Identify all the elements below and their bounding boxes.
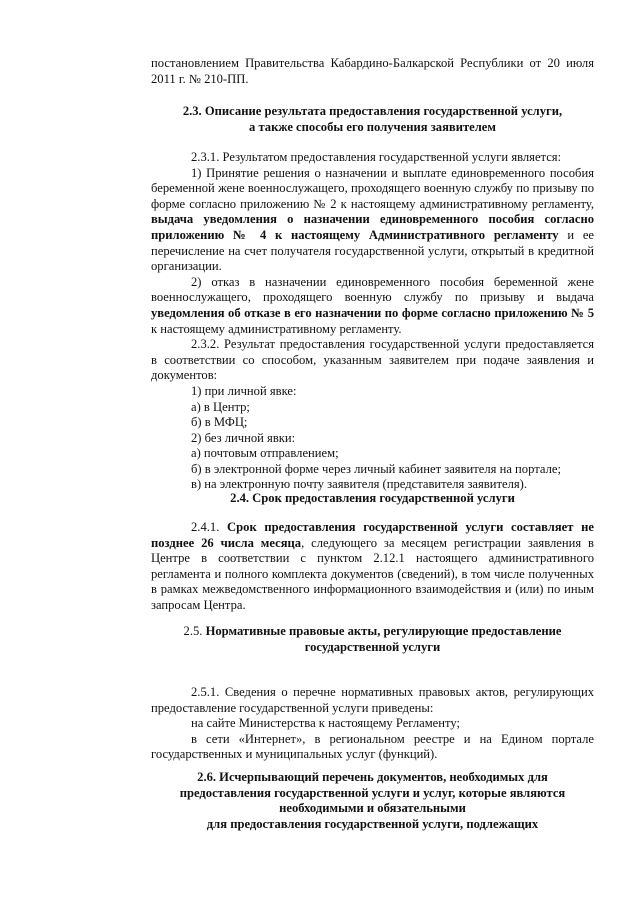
paragraph-result-1	[151, 166, 594, 275]
section-2-6-heading-line-1: 2.6. Исчерпывающий перечень документов, необходимых для	[197, 770, 548, 784]
section-2-6-heading	[151, 770, 594, 832]
section-2-6-heading-line-4: для предоставления государственной услуги, подлежащих	[206, 816, 539, 831]
paragraph-result-2	[151, 275, 594, 337]
list-item: 2) без личной явки:	[191, 430, 296, 445]
paragraph-2-3-2: 2.3.2. Результат предоставления государственной услуги предоставляется в соответствии со способом, указанным заявителем при подаче заявления и документов:	[151, 337, 594, 383]
list-item: а) почтовым отправлением;	[191, 446, 339, 461]
result-2-text-a: 2) отказ в назначении единовременного пособия беременной жене военнослужащего, проходящего военную службу по призыву и выдача	[151, 274, 594, 305]
section-2-4-heading: 2.4. Срок предоставления государственной услуги	[230, 491, 515, 505]
list-item: б) в МФЦ;	[191, 415, 248, 430]
section-2-6-heading-line-3: необходимыми и обязательными	[279, 801, 466, 816]
section-2-3-heading-line-1: 2.3. Описание результата предоставления государственной услуги,	[182, 104, 563, 118]
paragraph-ministry-site: на сайте Министерства к настоящему Регламенту;	[191, 716, 460, 731]
list-item: б) в электронной форме через личный кабинет заявителя на портале;	[191, 461, 561, 476]
paragraph-2-5-1: 2.5.1. Сведения о перечне нормативных правовых актов, регулирующих предоставление государственной услуги приведены:	[151, 685, 594, 715]
result-1-text-bold: выдача уведомления о назначении единовременного пособия согласно приложению № 4 к настоящему Административного регламенту	[151, 212, 594, 242]
paragraph-2-4-1-bold: Срок предоставления государственной услуги составляет не позднее 26 числа месяца	[151, 520, 594, 550]
section-2-5-heading-line-2: государственной услуги	[304, 639, 441, 654]
result-2-text-bold: уведомления об отказе в его назначении по форме согласно приложению № 5	[151, 305, 594, 320]
intro-line-1: постановлением Правительства Кабардино-Балкарской Республики от 20 июля	[151, 56, 594, 70]
list-item: а) в Центр;	[191, 399, 250, 414]
section-2-3-heading-line-2: а также способы его получения заявителем	[249, 119, 496, 134]
paragraph-2-4-1-number: 2.4.1.	[191, 520, 228, 534]
list-item: 1) при личной явке:	[191, 383, 297, 398]
section-2-4-body	[151, 520, 594, 614]
paragraph-2-3-1: 2.3.1. Результатом предоставления государственной услуги является:	[191, 150, 562, 164]
result-1-text-a: 1) Принятие решения о назначении и выплате единовременного пособия беременной жене военнослужащего, проходящего военную службу по призыву по форме согласно приложению № 2 к настоящему административному регламенту,	[151, 165, 594, 211]
paragraph-internet: в сети «Интернет», в региональном реестре и на Едином портале государственных и муниципальных услуг (функций).	[151, 731, 594, 762]
paragraph-2-4-1-rest: , следующего за месяцем регистрации заявления в Центре в соответствии с пунктом 2.12.1 настоящего административного регламента и полного комплекта документов (сведений), в том числе полученных в рамках межведомственного информационного взаимодействия и (или) по иным запросам Центра.	[151, 535, 594, 612]
section-2-5-body	[151, 685, 594, 763]
intro-line-2: 2011 г. № 210-ПП.	[151, 71, 249, 86]
section-2-3-body	[151, 150, 594, 493]
result-1-text-c: и ее перечисление на счет получателя государственной услуги, открытый в кредитной организации.	[151, 227, 595, 274]
section-2-5-heading	[151, 624, 594, 655]
paragraph-2-4-1	[151, 520, 594, 614]
result-2-text-c: к настоящему административному регламенту.	[151, 321, 402, 336]
section-2-5-heading-number: 2.5.	[183, 624, 206, 638]
list-item: в) на электронную почту заявителя (представителя заявителя).	[191, 477, 528, 492]
intro-paragraph	[151, 56, 594, 87]
section-2-3-heading	[151, 104, 594, 135]
section-2-6-heading-line-2: предоставления государственной услуги и услуг, которые являются	[179, 785, 566, 800]
section-2-5-heading-line-1	[151, 624, 594, 640]
section-2-5-heading-text: Нормативные правовые акты, регулирующие предоставление	[205, 624, 562, 638]
